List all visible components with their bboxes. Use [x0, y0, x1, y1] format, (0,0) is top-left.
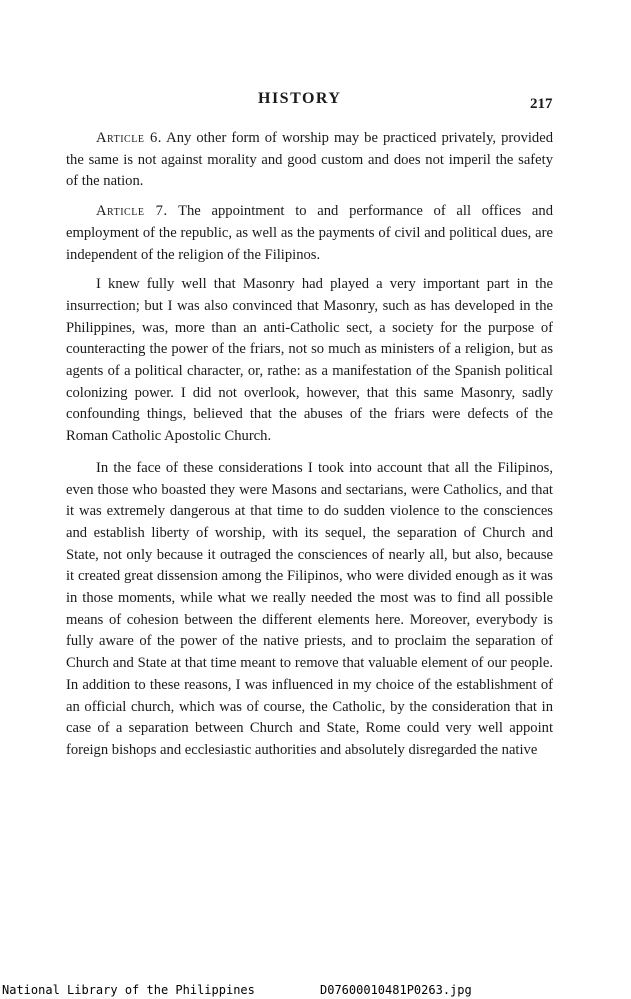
paragraph: I knew fully well that Masonry had played a very important part in the insurrection; but I was also convinced that Masonry, such as has developed in the Philippines, was, more than an anti-Catholic sect, a society for the purpose of counteracting the power of the friars, not so much as ministers of a religion, but as agents of a political character, or, rathe: as a manifestation of the Spanish political colonizing power. I did not overlook, however, that this same Masonry, sadly confounding things, believed that the abuses of the friars were defects of the Roman Catholic Apostolic Church. — [66, 276, 553, 445]
article-label: Article 6. — [96, 130, 162, 146]
article-text: Any other form of worship may be practiced privately, provided the same is not against morality and good custom and does not imperil the safety of the nation. — [66, 130, 553, 190]
paragraph: In the face of these considerations I took into account that all the Filipinos, even those who boasted they were Masons and sectarians, were Catholics, and that it was extremely dangerous at that time to do sudden violence to the consciences and establish liberty of worship, with its sequel, the separation of Church and State, not only because it outraged the consciences of nearly all, but also, because it created great dissension among the Filipinos, who were divided enough as it was in those moments, while what we really needed the most was to find all possible means of cohesion between the different elements here. Moreover, everybody is fully aware of the power of the native priests, and to proclaim the separation of Church and State at that time meant to remove that valuable element of our people. In addition to these reasons, I was influenced in my choice of the establishment of an official church, which was of course, the Catholic, by the consideration that in case of a separation between Church and State, Rome could very well appoint foreign bishops and ecclesiastic authorities and absolutely disregarded the native — [66, 459, 553, 758]
article-text: The appointment to and performance of all offices and employment of the republic, as well as the payments of civil and political dues, are independent of the religion of the Filipinos. — [66, 203, 553, 263]
body-text — [66, 128, 553, 762]
source-label: National Library of the Philippines — [2, 983, 255, 997]
page-header — [0, 90, 631, 114]
file-name: D07600010481P0263.jpg — [320, 983, 472, 997]
scan-footer — [0, 982, 631, 999]
page-number: 217 — [530, 96, 553, 112]
running-head: HISTORY — [258, 90, 342, 107]
article-label: Article 7. — [96, 203, 168, 220]
article-6 — [66, 128, 553, 193]
article-7 — [66, 201, 553, 266]
